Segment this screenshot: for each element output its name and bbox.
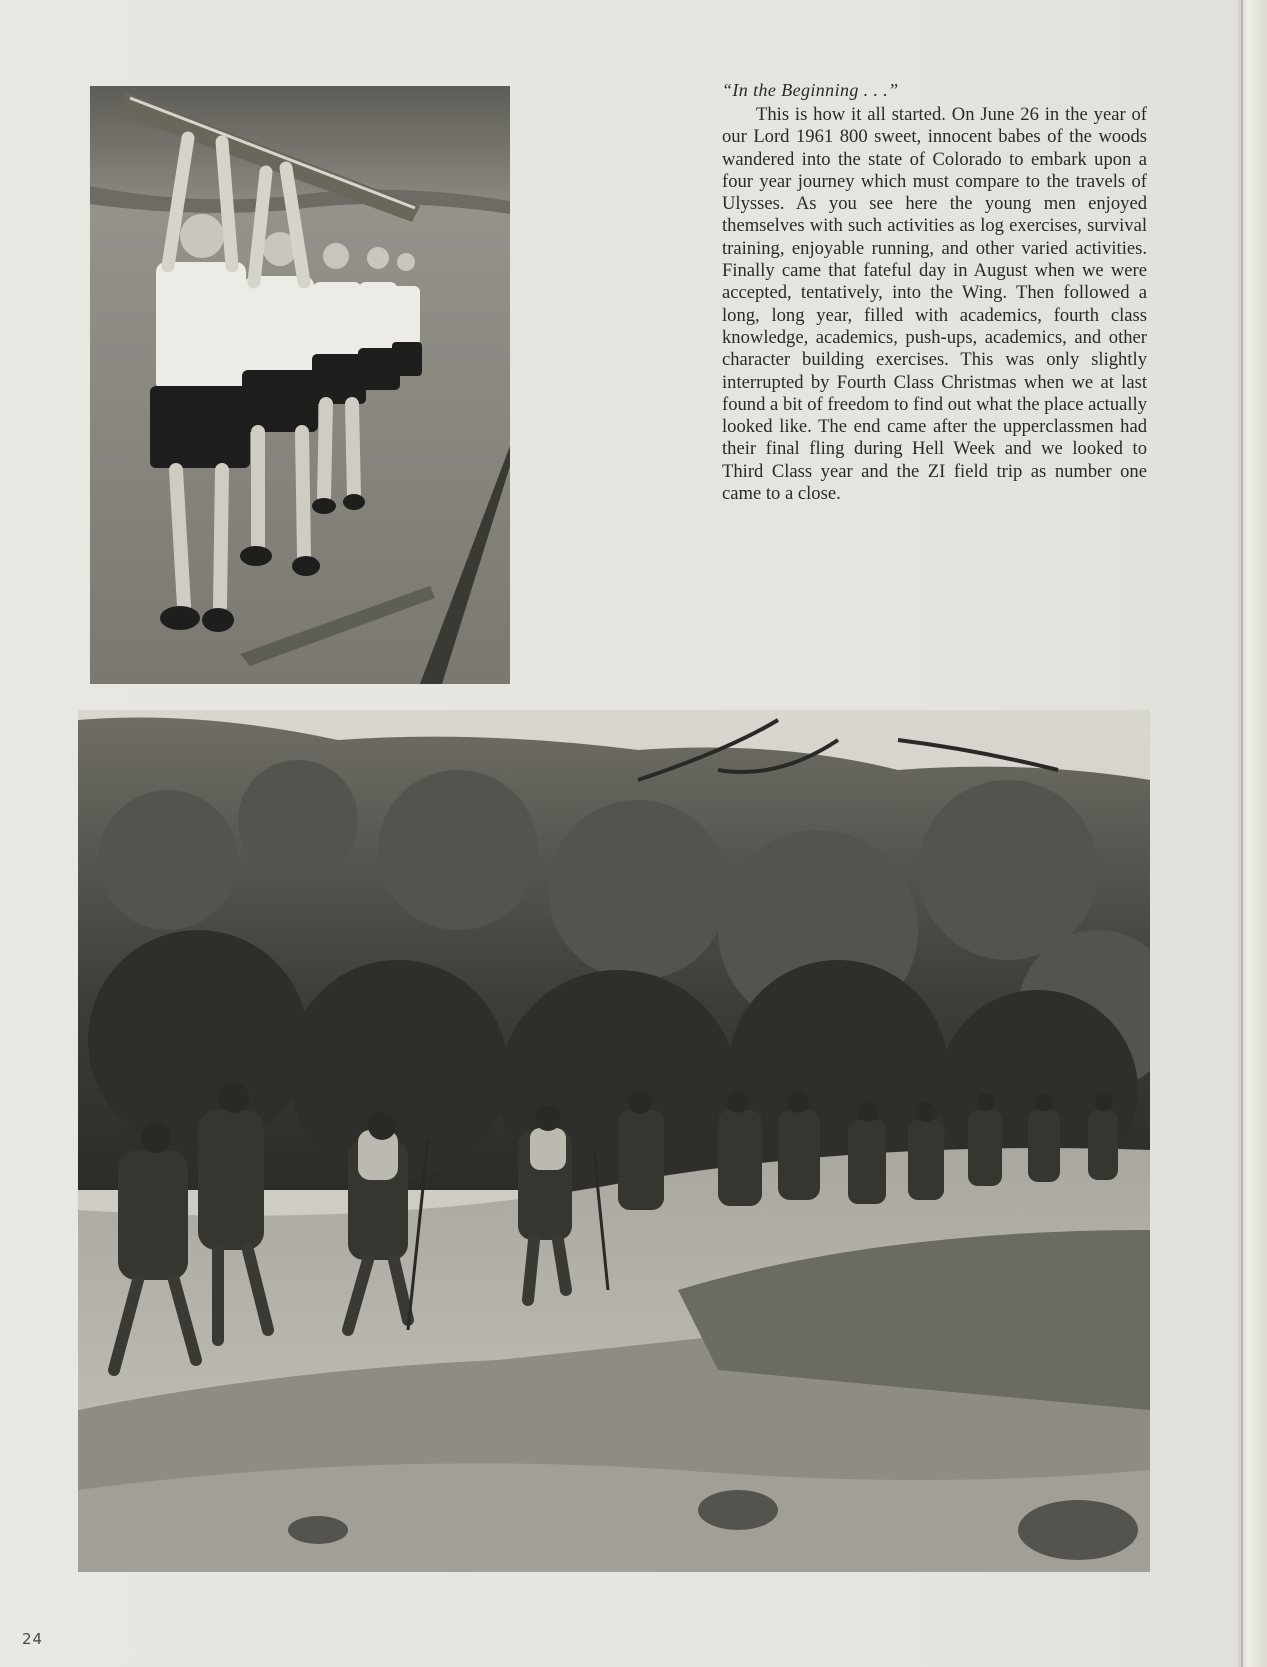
article-body: This is how it all started. On June 26 in the year of our Lord 1961 800 sweet, innocent babes of the woods wandered into the state of Colorado to embark upon a four year journey which must compare to the travels of Ulysses. As you see here the young men enjoyed themselves with such activities as log exercises, survival training, enjoyable running, and other varied activities. Finally came that fateful day in August when we were accepted, tentatively, into the Wing. Then followed a long, long year, filled with academics, fourth class knowledge, academics, push-ups, academics, and other character building exercises. This was only slightly interrupted by Fourth Class Christmas when we at last found a bit of freedom to find out what the place actually looked like. The end came after the upperclassmen had their final fling during Hell Week and we looked to Third Class year and the ZI field trip as number one came to a close. (722, 104, 1147, 505)
log-exercise-photo (90, 86, 510, 684)
gutter-fold-line (1241, 0, 1243, 1667)
survival-hike-illustration (78, 710, 1150, 1572)
page-number: 24 (22, 1630, 44, 1648)
survival-hike-photo (78, 710, 1150, 1572)
article-title: “In the Beginning . . .” (722, 80, 899, 100)
log-exercise-illustration (90, 86, 510, 684)
